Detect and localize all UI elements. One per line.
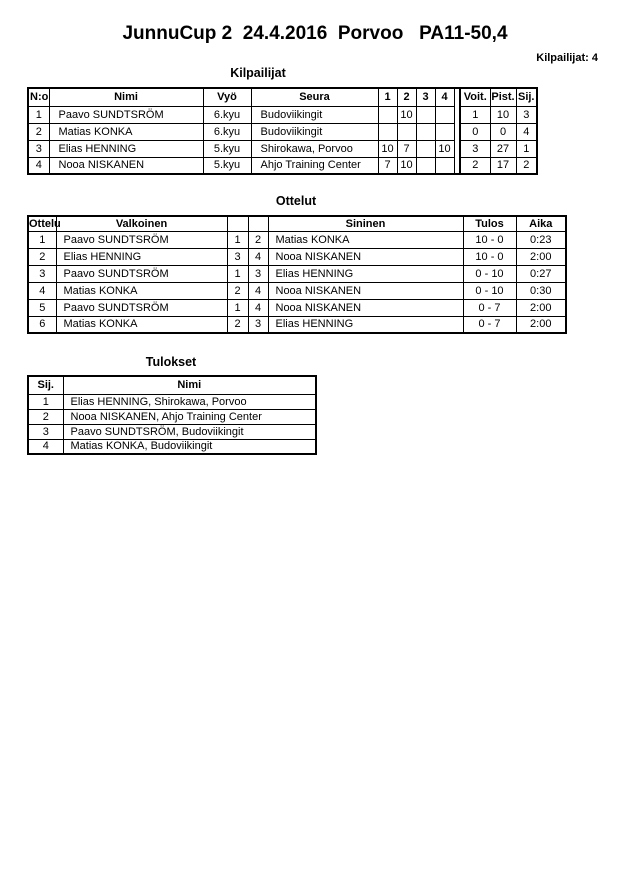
cell-sininen-name: Nooa NISKANEN bbox=[268, 248, 463, 265]
header-vyo: Vyö bbox=[203, 88, 251, 106]
header-sininen-number bbox=[248, 216, 268, 231]
table-row bbox=[28, 231, 566, 248]
cell-round-4 bbox=[435, 157, 454, 174]
cell-match-no: 5 bbox=[28, 299, 56, 316]
cell-voit: 3 bbox=[460, 140, 490, 157]
cell-round-1: 10 bbox=[378, 140, 397, 157]
table-row bbox=[28, 394, 316, 409]
cell-valkoinen-name: Matias KONKA bbox=[56, 282, 227, 299]
cell-match-no: 6 bbox=[28, 316, 56, 333]
cell-aika: 0:23 bbox=[516, 231, 566, 248]
header-sij: Sij. bbox=[516, 88, 537, 106]
cell-sininen-number: 4 bbox=[248, 282, 268, 299]
cell-round-3 bbox=[416, 157, 435, 174]
cell-sininen-number: 3 bbox=[248, 265, 268, 282]
page-title: JunnuCup 2 24.4.2016 Porvoo PA11-50,4 bbox=[122, 23, 508, 44]
cell-no: 3 bbox=[28, 140, 49, 157]
cell-valkoinen-number: 1 bbox=[227, 299, 248, 316]
cell-tulos: 0 - 10 bbox=[463, 265, 516, 282]
tulokset-section-heading: Tulokset bbox=[145, 355, 197, 369]
header-round-1: 1 bbox=[378, 88, 397, 106]
cell-vyo: 5.kyu bbox=[203, 140, 251, 157]
cell-nimi: Matias KONKA, Budoviikingit bbox=[63, 439, 316, 454]
cell-vyo: 6.kyu bbox=[203, 123, 251, 140]
cell-round-4 bbox=[435, 106, 454, 123]
table-row bbox=[28, 140, 537, 157]
cell-aika: 0:27 bbox=[516, 265, 566, 282]
cell-voit: 1 bbox=[460, 106, 490, 123]
cell-aika: 2:00 bbox=[516, 299, 566, 316]
cell-sininen-number: 3 bbox=[248, 316, 268, 333]
cell-nimi: Paavo SUNDTSRÖM, Budoviikingit bbox=[63, 424, 316, 439]
header-sininen: Sininen bbox=[268, 216, 463, 231]
header-seura: Seura bbox=[251, 88, 378, 106]
header-pist: Pist. bbox=[490, 88, 516, 106]
cell-seura: Shirokawa, Porvoo bbox=[251, 140, 378, 157]
cell-aika: 2:00 bbox=[516, 248, 566, 265]
header-valkoinen: Valkoinen bbox=[56, 216, 227, 231]
cell-match-no: 3 bbox=[28, 265, 56, 282]
cell-seura: Budoviikingit bbox=[251, 123, 378, 140]
cell-valkoinen-number: 3 bbox=[227, 248, 248, 265]
cell-sij: 2 bbox=[28, 409, 63, 424]
header-aika: Aika bbox=[516, 216, 566, 231]
cell-seura: Budoviikingit bbox=[251, 106, 378, 123]
cell-pist: 17 bbox=[490, 157, 516, 174]
cell-valkoinen-name: Paavo SUNDTSRÖM bbox=[56, 265, 227, 282]
table-row bbox=[28, 106, 537, 123]
cell-sininen-name: Elias HENNING bbox=[268, 265, 463, 282]
cell-sij: 4 bbox=[516, 123, 537, 140]
cell-sininen-name: Nooa NISKANEN bbox=[268, 282, 463, 299]
cell-round-3 bbox=[416, 140, 435, 157]
cell-valkoinen-name: Elias HENNING bbox=[56, 248, 227, 265]
table-row bbox=[28, 299, 566, 316]
cell-no: 2 bbox=[28, 123, 49, 140]
header-nimi: Nimi bbox=[63, 376, 316, 394]
header-no: N:o bbox=[28, 88, 49, 106]
cell-round-4 bbox=[435, 123, 454, 140]
ottelut-table bbox=[27, 215, 567, 334]
cell-pist: 0 bbox=[490, 123, 516, 140]
cell-valkoinen-number: 1 bbox=[227, 231, 248, 248]
header-tulos: Tulos bbox=[463, 216, 516, 231]
cell-match-no: 2 bbox=[28, 248, 56, 265]
header-voit: Voit. bbox=[460, 88, 490, 106]
cell-match-no: 4 bbox=[28, 282, 56, 299]
cell-sininen-name: Elias HENNING bbox=[268, 316, 463, 333]
cell-nimi: Elias HENNING bbox=[49, 140, 203, 157]
cell-no: 4 bbox=[28, 157, 49, 174]
cell-round-2: 10 bbox=[397, 157, 416, 174]
cell-sininen-name: Nooa NISKANEN bbox=[268, 299, 463, 316]
header-valkoinen-number bbox=[227, 216, 248, 231]
cell-pist: 10 bbox=[490, 106, 516, 123]
cell-vyo: 5.kyu bbox=[203, 157, 251, 174]
cell-round-4: 10 bbox=[435, 140, 454, 157]
header-round-3: 3 bbox=[416, 88, 435, 106]
cell-round-1: 7 bbox=[378, 157, 397, 174]
cell-sij: 1 bbox=[28, 394, 63, 409]
cell-tulos: 0 - 7 bbox=[463, 316, 516, 333]
header-round-2: 2 bbox=[397, 88, 416, 106]
kilpailijat-section-heading: Kilpailijat bbox=[230, 66, 286, 80]
table-row bbox=[28, 409, 316, 424]
table-row bbox=[28, 123, 537, 140]
cell-round-2 bbox=[397, 123, 416, 140]
cell-sininen-name: Matias KONKA bbox=[268, 231, 463, 248]
header-sij: Sij. bbox=[28, 376, 63, 394]
table-row bbox=[28, 424, 316, 439]
header-ottelu: Ottelu bbox=[29, 217, 61, 230]
cell-round-1 bbox=[378, 123, 397, 140]
cell-valkoinen-name: Paavo SUNDTSRÖM bbox=[56, 299, 227, 316]
cell-sij: 4 bbox=[28, 439, 63, 454]
cell-round-2: 10 bbox=[397, 106, 416, 123]
header-row bbox=[28, 88, 537, 106]
table-row bbox=[28, 316, 566, 333]
header-row bbox=[28, 376, 316, 394]
cell-valkoinen-number: 2 bbox=[227, 282, 248, 299]
cell-no: 1 bbox=[28, 106, 49, 123]
cell-tulos: 0 - 7 bbox=[463, 299, 516, 316]
cell-valkoinen-number: 2 bbox=[227, 316, 248, 333]
table-row bbox=[28, 157, 537, 174]
cell-nimi: Paavo SUNDTSRÖM bbox=[49, 106, 203, 123]
cell-sininen-number: 4 bbox=[248, 248, 268, 265]
header-round-4: 4 bbox=[435, 88, 454, 106]
cell-tulos: 10 - 0 bbox=[463, 248, 516, 265]
header-nimi: Nimi bbox=[49, 88, 203, 106]
cell-valkoinen-number: 1 bbox=[227, 265, 248, 282]
cell-sininen-number: 4 bbox=[248, 299, 268, 316]
cell-round-3 bbox=[416, 123, 435, 140]
cell-tulos: 10 - 0 bbox=[463, 231, 516, 248]
cell-round-3 bbox=[416, 106, 435, 123]
cell-sij: 2 bbox=[516, 157, 537, 174]
cell-nimi: Nooa NISKANEN bbox=[49, 157, 203, 174]
header-row bbox=[28, 216, 566, 231]
tulokset-table bbox=[27, 375, 317, 455]
cell-round-1 bbox=[378, 106, 397, 123]
cell-nimi: Nooa NISKANEN, Ahjo Training Center bbox=[63, 409, 316, 424]
cell-aika: 2:00 bbox=[516, 316, 566, 333]
cell-sij: 3 bbox=[28, 424, 63, 439]
cell-sij: 1 bbox=[516, 140, 537, 157]
cell-seura: Ahjo Training Center bbox=[251, 157, 378, 174]
table-row bbox=[28, 265, 566, 282]
kilpailijat-table bbox=[27, 87, 538, 175]
cell-match-no: 1 bbox=[28, 231, 56, 248]
table-row bbox=[28, 248, 566, 265]
cell-valkoinen-name: Paavo SUNDTSRÖM bbox=[56, 231, 227, 248]
cell-sininen-number: 2 bbox=[248, 231, 268, 248]
cell-vyo: 6.kyu bbox=[203, 106, 251, 123]
cell-sij: 3 bbox=[516, 106, 537, 123]
cell-nimi: Matias KONKA bbox=[49, 123, 203, 140]
cell-nimi: Elias HENNING, Shirokawa, Porvoo bbox=[63, 394, 316, 409]
cell-round-2: 7 bbox=[397, 140, 416, 157]
table-row bbox=[28, 282, 566, 299]
ottelut-section-heading: Ottelut bbox=[275, 194, 317, 208]
table-row bbox=[28, 439, 316, 454]
cell-tulos: 0 - 10 bbox=[463, 282, 516, 299]
cell-pist: 27 bbox=[490, 140, 516, 157]
cell-valkoinen-name: Matias KONKA bbox=[56, 316, 227, 333]
cell-voit: 2 bbox=[460, 157, 490, 174]
competitors-count-label: Kilpailijat: 4 bbox=[536, 52, 598, 64]
cell-aika: 0:30 bbox=[516, 282, 566, 299]
cell-voit: 0 bbox=[460, 123, 490, 140]
